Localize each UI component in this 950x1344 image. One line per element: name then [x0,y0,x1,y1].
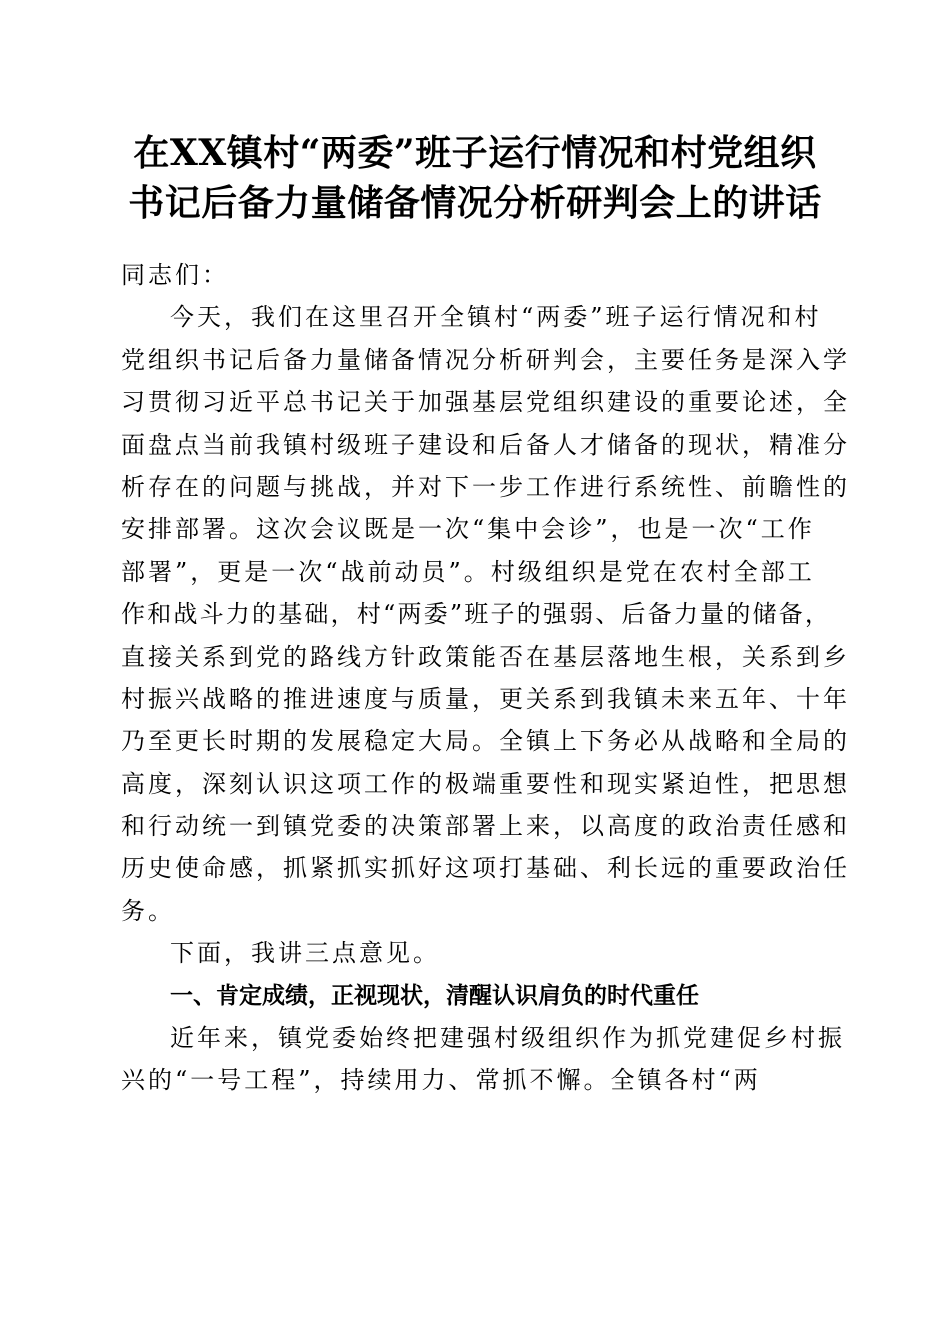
paragraph-line: 直接关系到党的路线方针政策能否在基层落地生根，关系到乡 [121,642,850,671]
paragraph-line: 部署”，更是一次“战前动员”。村级组织是党在农村全部工 [121,557,815,586]
paragraph-section-one [121,1017,845,1102]
paragraph-line: 务。 [121,896,175,925]
paragraph-line: 乃至更长时期的发展稳定大局。全镇上下务必从战略和全局的 [121,727,850,756]
document-title [100,128,850,228]
paragraph-line: 兴的“一号工程”，持续用力、常抓不懈。全镇各村“两 [121,1066,761,1095]
title-line: 书记后备力量储备情况分析研判会上的讲话 [128,182,822,224]
paragraph-line: 和行动统一到镇党委的决策部署上来，以高度的政治责任感和 [121,812,850,841]
paragraph-intro: 下面，我讲三点意见。 [170,939,440,968]
paragraph-line: 近年来，镇党委始终把建强村级组织作为抓党建促乡村振 [170,1024,845,1053]
section-heading: 一、肯定成绩，正视现状，清醒认识肩负的时代重任 [170,982,699,1009]
paragraph-line: 今天，我们在这里召开全镇村“两委”班子运行情况和村 [170,303,822,332]
paragraph-line: 党组织书记后备力量储备情况分析研判会，主要任务是深入学 [121,345,850,374]
salutation: 同志们： [121,261,229,289]
paragraph-line: 作和战斗力的基础，村“两委”班子的强弱、后备力量的储备， [121,600,832,629]
paragraph-opening [121,296,850,932]
paragraph-line: 习贯彻习近平总书记关于加强基层党组织建设的重要论述，全 [121,388,850,417]
title-line: 在XX镇村“两委”班子运行情况和村党组织 [133,132,817,174]
paragraph-line: 析存在的问题与挑战，并对下一步工作进行系统性、前瞻性的 [121,472,850,501]
paragraph-line: 高度，深刻认识这项工作的极端重要性和现实紧迫性，把思想 [121,769,850,798]
paragraph-line: 面盘点当前我镇村级班子建设和后备人才储备的现状，精准分 [121,430,850,459]
paragraph-line: 安排部署。这次会议既是一次“集中会诊”，也是一次“工作 [121,515,815,544]
document-body [121,254,850,1102]
paragraph-line: 历史使命感，抓紧抓实抓好这项打基础、利长远的重要政治任 [121,854,850,883]
paragraph-line: 村振兴战略的推进速度与质量，更关系到我镇未来五年、十年 [121,684,850,713]
